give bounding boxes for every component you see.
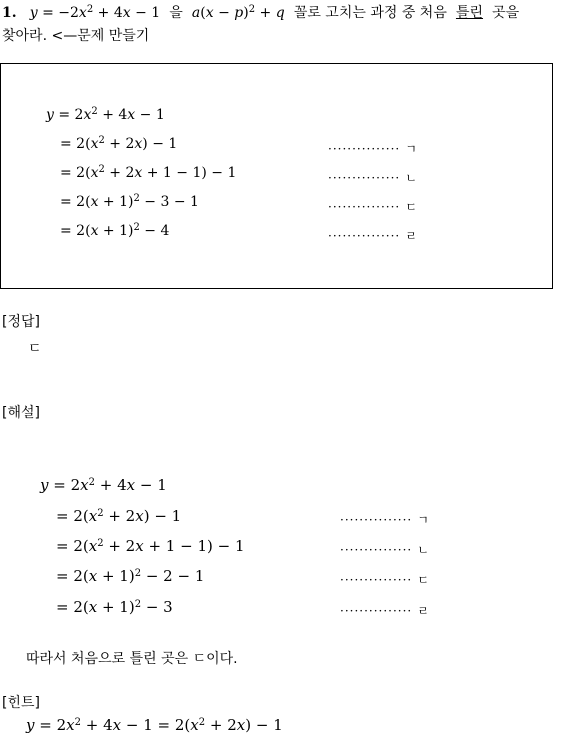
question-form: $a(x - p)^2 + q$ [191,4,285,21]
problem-step-3: = $2(x + 1)^2 - 3 - 1$ [60,193,199,210]
question-number: 1. [2,5,17,21]
mark-giyeok: ㄱ [405,142,417,156]
question-equation: $y = -2x^2 + 4x - 1$ [29,4,161,21]
hint-label: [힌트] [2,695,40,711]
explanation-step-4-marker: ··············· ㄹ [340,604,429,618]
explanation-step-0: $y = 2x^2 + 4x - 1$ [40,476,167,494]
question-text-mid: 꼴로 고치는 과정 중 처음 [293,5,447,21]
explanation-conclusion: 따라서 처음으로 틀린 곳은 ㄷ이다. [26,651,238,667]
mark-digeut: ㄷ [417,573,429,587]
explanation-step-3-marker: ··············· ㄷ [340,573,429,587]
mark-digeut: ㄷ [405,200,417,214]
mark-nieun: ㄴ [417,543,429,557]
answer-value: ㄷ [28,341,42,357]
explanation-step-4: = $2(x + 1)^2 - 3$ [56,598,173,616]
question-text-before: 을 [169,5,183,21]
question-underlined-word: 틀린 [455,5,484,21]
mark-rieul: ㄹ [405,229,417,243]
hint-equation: $y = 2x^2 + 4x - 1 = 2(x^2 + 2x) - 1$ [26,716,283,734]
mark-giyeok: ㄱ [417,513,429,527]
explanation-label: [해설] [2,405,40,421]
problem-step-2: = $2(x^2 + 2x + 1 - 1) - 1$ [60,164,237,181]
question-text-end: 곳을 [492,5,520,21]
question-line-2: 찾아라. <—문제 만들기 [2,28,150,44]
explanation-step-1: = $2(x^2 + 2x) - 1$ [56,507,182,525]
problem-step-1-marker: ··············· ㄱ [328,142,417,156]
problem-step-0: $y = 2x^2 + 4x - 1$ [46,106,165,123]
problem-step-4-marker: ··············· ㄹ [328,229,417,243]
explanation-step-3: = $2(x + 1)^2 - 2 - 1$ [56,567,205,585]
mark-nieun: ㄴ [405,171,417,185]
answer-label: [정답] [2,314,40,330]
problem-step-3-marker: ··············· ㄷ [328,200,417,214]
explanation-step-2: = $2(x^2 + 2x + 1 - 1) - 1$ [56,537,245,555]
explanation-step-2-marker: ··············· ㄴ [340,543,429,557]
problem-step-1: = $2(x^2 + 2x) - 1$ [60,135,178,152]
question-line-1 [2,2,519,22]
problem-step-4: = $2(x + 1)^2 - 4$ [60,222,170,239]
problem-step-2-marker: ··············· ㄴ [328,171,417,185]
mark-rieul: ㄹ [417,604,429,618]
explanation-step-1-marker: ··············· ㄱ [340,513,429,527]
